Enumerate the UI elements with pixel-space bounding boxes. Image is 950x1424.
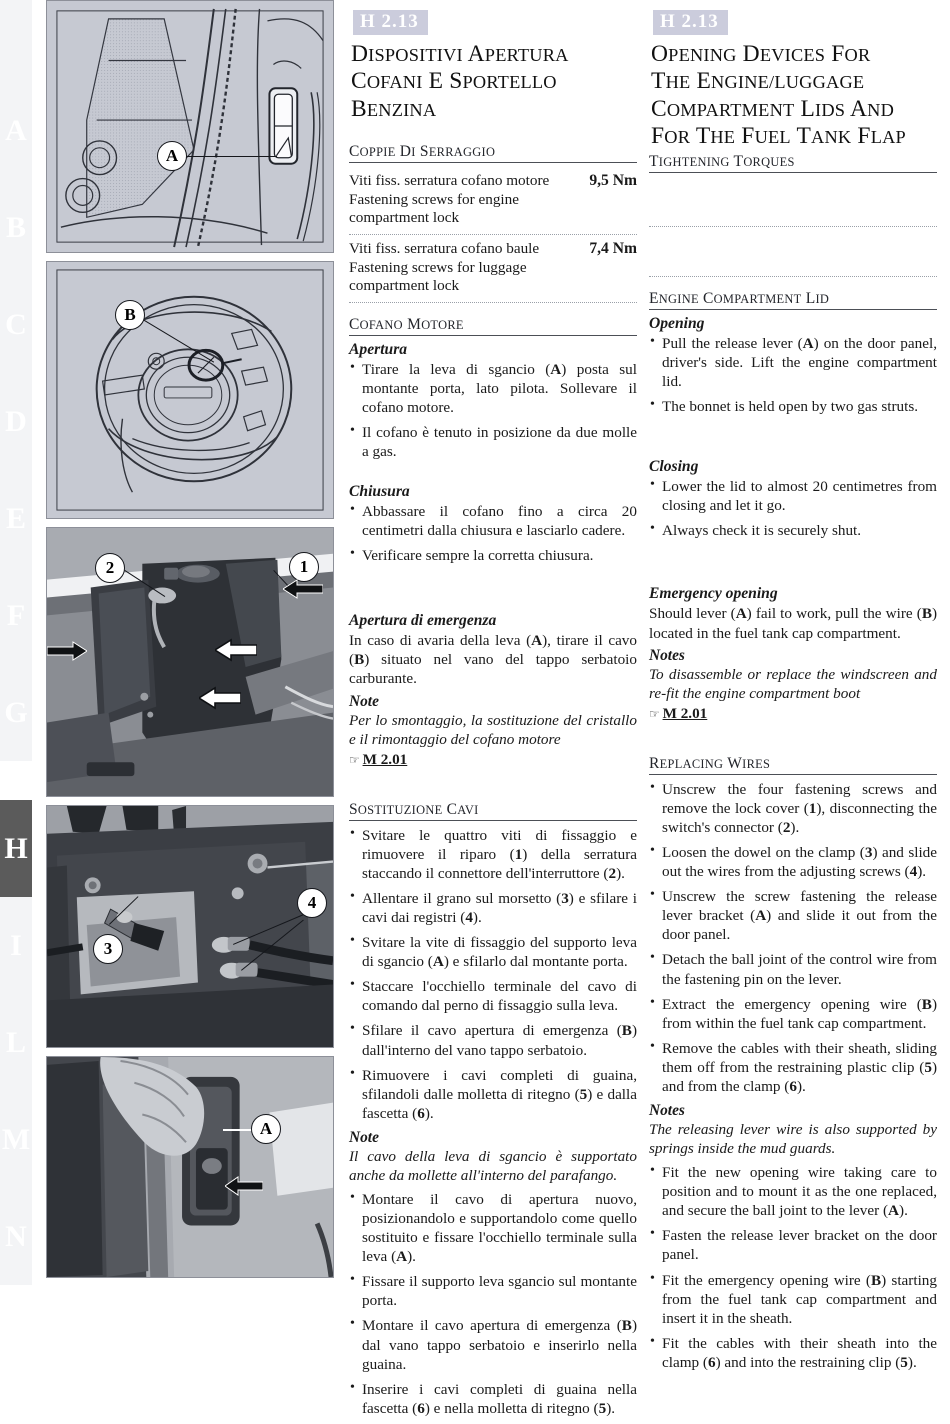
emergency-label-english: Emergency opening	[649, 585, 778, 603]
list-item: • Inserire i cavi completi di guaina nella fascetta (6) e nella molletta di ritegno (5).	[349, 1380, 637, 1418]
closing-bullets-english	[649, 477, 937, 540]
torque-desc-italian: Viti fiss. serratura cofano motore	[349, 172, 550, 190]
list-item: • Remove the cables with their sheath, sliding them off from the restraining plastic clip (5) and from the clamp (6).	[649, 1039, 937, 1096]
list-item: • Svitare le quattro viti di fissaggio e rimuovere il riparo (1) della serratura staccando il connettore dell'interruttore (2).	[349, 826, 637, 883]
refit-bullets-english	[649, 1163, 937, 1372]
list-item: • Rimuovere i cavi completi di guaina, sfilandoli dalle molletta di ritegno (5) e dalla fascetta (6).	[349, 1066, 637, 1123]
tab-label: F	[6, 598, 26, 632]
torque-desc-italian: Viti fiss. serratura cofano baule	[349, 240, 540, 258]
fig-door-pillar-lever	[46, 0, 334, 253]
callout-2: 2	[95, 553, 125, 583]
chapter-title-english	[651, 41, 937, 151]
english-column	[649, 0, 937, 1378]
list-item: • Lower the lid to almost 20 centimetres from closing and let it go.	[649, 477, 937, 515]
torque-heading-english: TIGHTENING TORQUES	[649, 153, 937, 173]
torque-desc-english: Fastening screws for luggage compartment lock	[349, 258, 527, 295]
torque-row	[349, 235, 637, 303]
fig-release-lever-photo	[47, 1057, 333, 1277]
chapter-title-italian	[351, 41, 637, 123]
cross-reference-link[interactable]: M 2.01	[362, 750, 408, 768]
wires-bullets-english	[649, 780, 937, 1096]
list-item: • Sfilare il cavo apertura di emergenza (B) dall'interno del vano tappo serbatoio.	[349, 1021, 637, 1059]
list-item: • Fissare il supporto leva sgancio sul montante porta.	[349, 1272, 637, 1310]
torque-value: 9,5 Nm	[589, 172, 637, 190]
closing-label-italian: Chiusura	[349, 483, 410, 501]
chapter-tab-m[interactable]	[0, 1091, 32, 1188]
torque-heading-italian: COPPIE DI SERRAGGIO	[349, 143, 637, 163]
title-line-3: BENZINA	[351, 95, 437, 122]
callout-a: A	[157, 141, 187, 171]
tab-label: N	[5, 1219, 27, 1253]
torque-row	[349, 167, 637, 235]
list-item: • Il cofano è tenuto in posizione da due molle a gas.	[349, 423, 637, 461]
tab-label: M	[1, 1122, 31, 1156]
refit-bullets-italian	[349, 1190, 637, 1418]
fig-release-lever	[46, 1056, 334, 1278]
tab-label: B	[5, 210, 26, 244]
tab-label: C	[5, 307, 27, 341]
list-item: • Montare il cavo di apertura nuovo, posizionandolo e supportandolo come quello sostituito e fissare l'occhiello terminale sulla leva (A).	[349, 1190, 637, 1266]
tab-label: G	[4, 695, 28, 729]
wires-heading-italian: SOSTITUZIONE CAVI	[349, 801, 637, 821]
list-item: • The bonnet is held open by two gas struts.	[649, 397, 937, 416]
chapter-tab-d[interactable]	[0, 373, 32, 470]
title-line-2: COFANI E SPORTELLO	[351, 68, 557, 95]
note-xref-line-italian	[349, 750, 637, 769]
page-code-badge-italian: H 2.13	[353, 10, 428, 35]
list-item: • Verificare sempre la corretta chiusura.	[349, 546, 637, 565]
torque-desc-english: Fastening screws for engine compartment lock	[349, 190, 519, 227]
chapter-tab-c[interactable]	[0, 276, 32, 373]
fig-fuel-cap-drawing	[47, 262, 333, 518]
callout-4: 4	[297, 888, 327, 918]
chapter-tab-b[interactable]	[0, 179, 32, 276]
note-text-italian	[349, 711, 637, 749]
opening-label-english: Opening	[649, 314, 705, 332]
chapter-tab-l[interactable]	[0, 994, 32, 1091]
list-item: • Detach the ball joint of the control wire from the fastening pin on the lever.	[649, 950, 937, 988]
chapter-tab-n[interactable]	[0, 1188, 32, 1285]
fig-clamp-adjusters-photo	[47, 806, 333, 1047]
list-item: • Montare il cavo apertura di emergenza (B) dal vano tappo serbatoio e inserirlo nella guaina.	[349, 1316, 637, 1373]
emergency-text-english: Should lever (A) fail to work, pull the wire (B) located in the fuel tank cap compartment.	[649, 605, 938, 642]
tab-label: H	[4, 831, 28, 865]
tab-label: E	[5, 501, 26, 535]
note2-label-italian: Note	[349, 1128, 379, 1146]
page-code-badge-english: H 2.13	[653, 10, 728, 35]
opening-bullets-italian	[349, 360, 637, 461]
list-item: • Fit the emergency opening wire (B) starting from the fuel tank cap compartment and insert it in the sheath.	[649, 1271, 937, 1328]
fig-lock-cover	[46, 527, 334, 797]
note2-label-english: Notes	[649, 1101, 685, 1119]
list-item: • Unscrew the four fastening screws and remove the lock cover (1), disconnecting the switch's connector (2).	[649, 780, 937, 837]
torque-row	[649, 177, 937, 227]
list-item: • Staccare l'occhiello terminale del cavo di comando dal perno di fissaggio sulla leva.	[349, 977, 637, 1015]
title-line-1: OPENING DEVICES FOR	[651, 40, 871, 67]
callout-a-2: A	[251, 1114, 281, 1144]
arrow-hollow-upper	[215, 638, 257, 662]
callout-3: 3	[93, 934, 123, 964]
torque-value: 7,4 Nm	[589, 240, 637, 258]
list-item: • Abbassare il cofano fino a circa 20 centimetri dalla chiusura e lasciarlo cadere.	[349, 502, 637, 540]
list-item: • Fit the cables with their sheath into the clamp (6) and into the restraining clip (5).	[649, 1334, 937, 1372]
note-text-body: Per lo smontaggio, la sostituzione del cristallo e il rimontaggio del cofano motore	[349, 711, 637, 748]
list-item: • Svitare la vite di fissaggio del supporto leva di sgancio (A) e sfilarlo dal montante porta.	[349, 933, 637, 971]
bonnet-heading-english: ENGINE COMPARTMENT LID	[649, 290, 937, 310]
opening-label-italian: Apertura	[349, 340, 408, 358]
list-item: • Pull the release lever (A) on the door panel, driver's side. Lift the engine compartment lid.	[649, 334, 937, 391]
list-item: • Fasten the release lever bracket on the door panel.	[649, 1226, 937, 1264]
chapter-tab-i[interactable]	[0, 897, 32, 994]
opening-bullets-english	[649, 334, 937, 416]
note2-text-english: The releasing lever wire is also supported by springs inside the mud guards.	[649, 1120, 937, 1158]
list-item: • Always check it is securely shut.	[649, 521, 937, 540]
title-line-1: DISPOSITIVI APERTURA	[351, 40, 569, 67]
list-item: • Tirare la leva di sgancio (A) posta sul montante porta, lato pilota. Sollevare il cofano motore.	[349, 360, 637, 417]
list-item: • Unscrew the screw fastening the release lever bracket (A) and slide it out from the door panel.	[649, 887, 937, 944]
emergency-text-italian: In caso di avaria della leva (A), tirare il cavo (B) situato nel vano del tappo serbatoio carburante.	[349, 632, 637, 688]
note-text-english	[649, 665, 937, 703]
list-item: • Allentare il grano sul morsetto (3) e sfilare i cavi dai registri (4).	[349, 889, 637, 927]
arrow-solid-right	[283, 578, 323, 600]
list-item: • Extract the emergency opening wire (B) from within the fuel tank cap compartment.	[649, 995, 937, 1033]
note-label-italian: Note	[349, 692, 379, 710]
note2-text-italian: Il cavo della leva di sgancio è supportato anche da mollette all'interno del parafango.	[349, 1147, 637, 1184]
title-line-3: COMPARTMENT LIDS AND	[651, 95, 895, 122]
chapter-tab-strip	[0, 0, 32, 1302]
tab-label: I	[10, 928, 22, 962]
cross-reference-link[interactable]: M 2.01	[662, 704, 708, 722]
italian-column	[349, 0, 637, 1424]
list-item: • Loosen the dowel on the clamp (3) and slide out the wires from the adjusting screws (4).	[649, 843, 937, 881]
tab-label: L	[5, 1025, 26, 1059]
arrow-solid-left	[47, 640, 87, 662]
fig-door-pillar-drawing	[47, 1, 333, 252]
note-label-english: Notes	[649, 646, 685, 664]
wires-bullets-italian	[349, 826, 637, 1123]
callout-1: 1	[289, 552, 319, 582]
chapter-tab-g[interactable]	[0, 664, 32, 761]
bonnet-heading-italian: COFANO MOTORE	[349, 316, 637, 336]
figure-column	[46, 0, 334, 1286]
tab-label: A	[5, 113, 27, 147]
tab-label: D	[5, 404, 27, 438]
arrow-solid-lever	[225, 1175, 263, 1197]
closing-bullets-italian	[349, 502, 637, 565]
leader-line-a	[187, 156, 277, 157]
chapter-tab-h[interactable]	[0, 800, 32, 897]
note-xref-line-english	[649, 704, 937, 723]
torque-table-english	[649, 177, 937, 277]
chapter-tab-c-hidden	[0, 0, 32, 97]
chapter-tab-f[interactable]	[0, 567, 32, 664]
callout-b: B	[115, 300, 145, 330]
chapter-tab-e[interactable]	[0, 470, 32, 567]
pointing-hand-icon: ☞	[649, 706, 659, 721]
title-line-2: THE ENGINE/LUGGAGE	[651, 68, 865, 95]
fig-clamp-adjusters	[46, 805, 334, 1048]
list-item: • Fit the new opening wire taking care to position and to mount it as the one replaced, and secure the ball joint to the lever (A).	[649, 1163, 937, 1220]
closing-label-english: Closing	[649, 458, 699, 476]
wires-heading-english: REPLACING WIRES	[649, 755, 937, 775]
title-line-4: FOR THE FUEL TANK FLAP	[651, 123, 906, 150]
fig-fuel-cap-compartment	[46, 261, 334, 519]
arrow-hollow-lower	[199, 686, 241, 710]
pointing-hand-icon: ☞	[349, 752, 359, 767]
note-text-body: To disassemble or replace the windscreen and re-fit the engine compartment boot	[649, 665, 937, 702]
torque-row	[649, 227, 937, 277]
torque-table-italian	[349, 167, 637, 302]
emergency-label-italian: Apertura di emergenza	[349, 612, 497, 630]
